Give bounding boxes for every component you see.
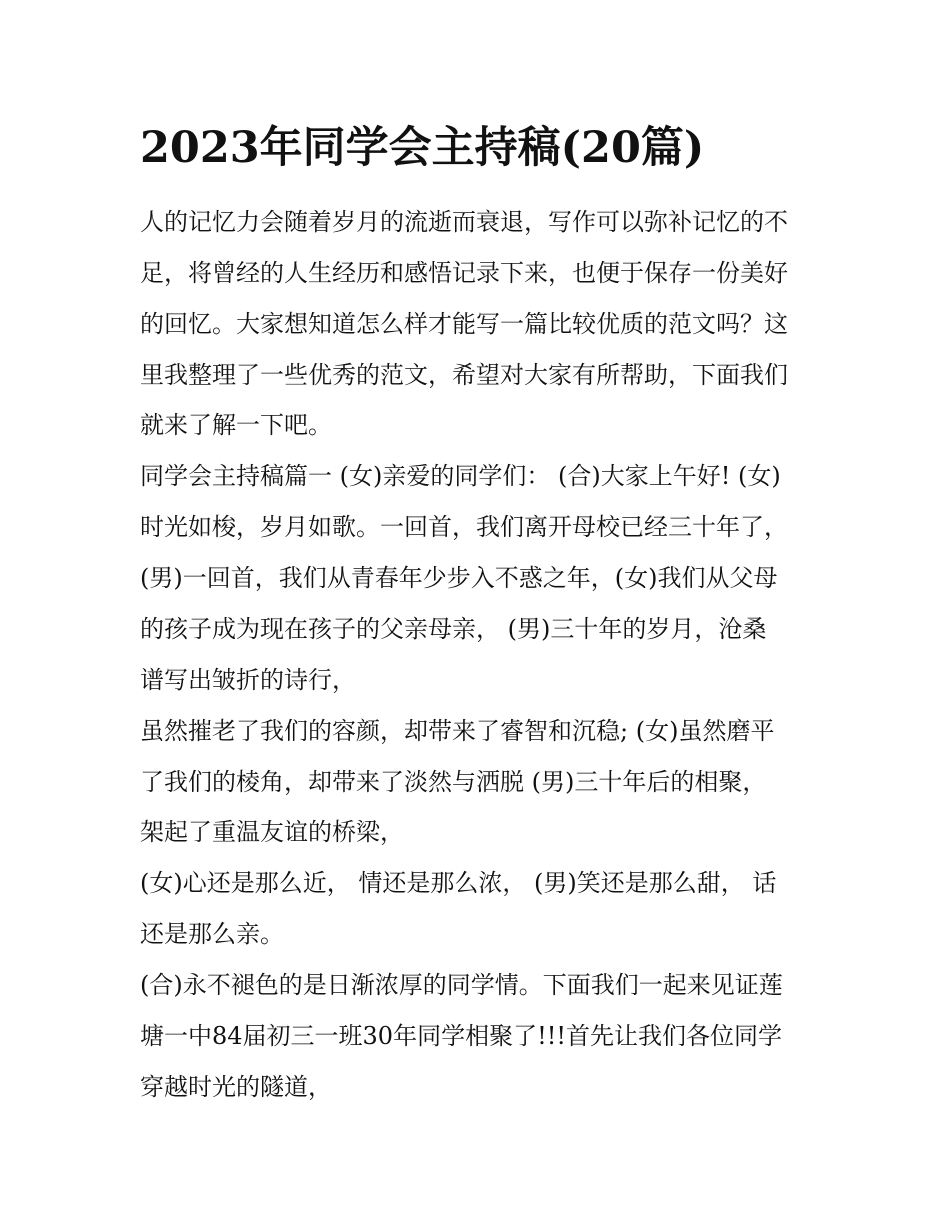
- paragraph-line: 里我整理了一些优秀的范文，希望对大家有所帮助，下面我们: [140, 361, 788, 389]
- paragraph-line: 谱写出皱折的诗行，: [140, 666, 356, 694]
- paragraph-line: 时光如梭，岁月如歌。一回首，我们离开母校已经三十年了，: [140, 513, 788, 541]
- paragraph-line: (合)永不褪色的是日渐浓厚的同学情。下面我们一起来见证莲: [140, 971, 783, 999]
- paragraph-line: 足，将曾经的人生经历和感悟记录下来，也便于保存一份美好: [140, 259, 788, 287]
- paragraph-line: 架起了重温友谊的桥梁，: [140, 818, 404, 846]
- paragraph-line: 就来了解一下吧。: [140, 411, 332, 439]
- paragraph-line: (女)心还是那么近， 情还是那么浓， (男)笑还是那么甜， 话: [140, 869, 777, 897]
- paragraph-line: 同学会主持稿篇一 (女)亲爱的同学们： (合)大家上午好! (女): [140, 462, 781, 490]
- paragraph-line: 塘一中84届初三一班30年同学相聚了!!!首先让我们各位同学: [140, 1022, 783, 1050]
- paragraph-line: 穿越时光的隧道，: [140, 1073, 332, 1101]
- paragraph-line: 的孩子成为现在孩子的父亲母亲， (男)三十年的岁月，沧桑: [140, 615, 767, 643]
- paragraph-line: 还是那么亲。: [140, 920, 284, 948]
- paragraph-line: 了我们的棱角，却带来了淡然与洒脱 (男)三十年后的相聚，: [140, 768, 767, 796]
- paragraph-line: 的回忆。大家想知道怎么样才能写一篇比较优质的范文吗？这: [140, 310, 788, 338]
- paragraph-line: 虽然摧老了我们的容颜，却带来了睿智和沉稳; (女)虽然磨平: [140, 717, 775, 745]
- paragraph-line: (男)一回首，我们从青春年少步入不惑之年，(女)我们从父母: [140, 564, 778, 592]
- document-title: 2023年同学会主持稿(20篇): [140, 123, 705, 173]
- paragraph-line: 人的记忆力会随着岁月的流逝而衰退，写作可以弥补记忆的不: [140, 208, 788, 236]
